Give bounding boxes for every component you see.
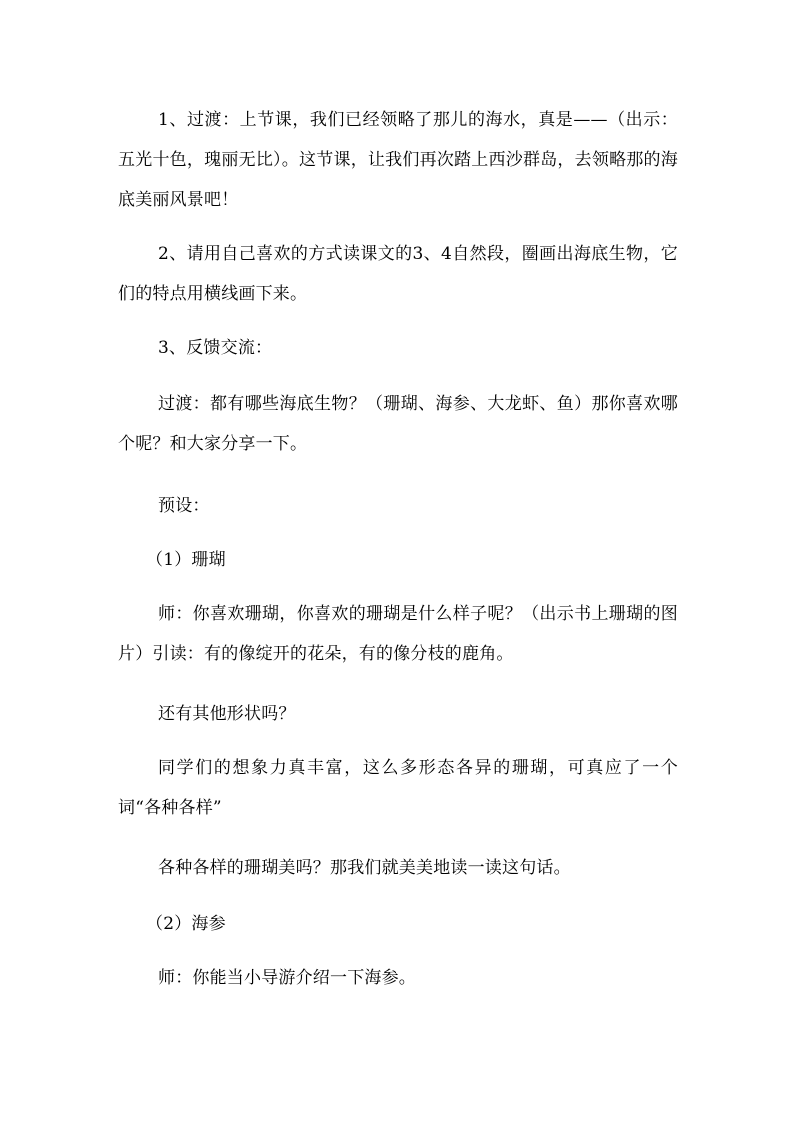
paragraph-teacher-sea-cucumber: 师：你能当小导游介绍一下海参。 xyxy=(158,968,416,988)
paragraph-transition-intro: 1、过渡：上节课，我们已经领略了那儿的海水，真是——（出示：五光十色，瑰丽无比）。这节课，让我们再次踏上西沙群岛，去领略那的海底美丽风景吧！ xyxy=(118,110,678,210)
paragraph-imagination: 同学们的想象力真丰富，这么多形态各异的珊瑚，可真应了一个词“各种各样” xyxy=(118,758,678,818)
paragraph-transition-creatures: 过渡：都有哪些海底生物？（珊瑚、海参、大龙虾、鱼）那你喜欢哪个呢？和大家分享一下。 xyxy=(118,394,678,454)
paragraph-preset-label: 预设： xyxy=(158,496,210,516)
paragraph-other-shapes: 还有其他形状吗？ xyxy=(158,704,296,724)
paragraph-read-sentence: 各种各样的珊瑚美吗？那我们就美美地读一读这句话。 xyxy=(158,858,571,878)
paragraph-sea-cucumber-heading: （2）海参 xyxy=(146,914,226,934)
paragraph-feedback-heading: 3、反馈交流： xyxy=(158,338,273,358)
paragraph-reading-task: 2、请用自己喜欢的方式读课文的3、4自然段，圈画出海底生物，它们的特点用横线画下来。 xyxy=(118,244,678,304)
paragraph-coral-heading: （1）珊瑚 xyxy=(146,550,226,570)
paragraph-teacher-coral: 师：你喜欢珊瑚，你喜欢的珊瑚是什么样子呢？（出示书上珊瑚的图片）引读：有的像绽开的花朵，有的像分枝的鹿角。 xyxy=(118,604,678,664)
